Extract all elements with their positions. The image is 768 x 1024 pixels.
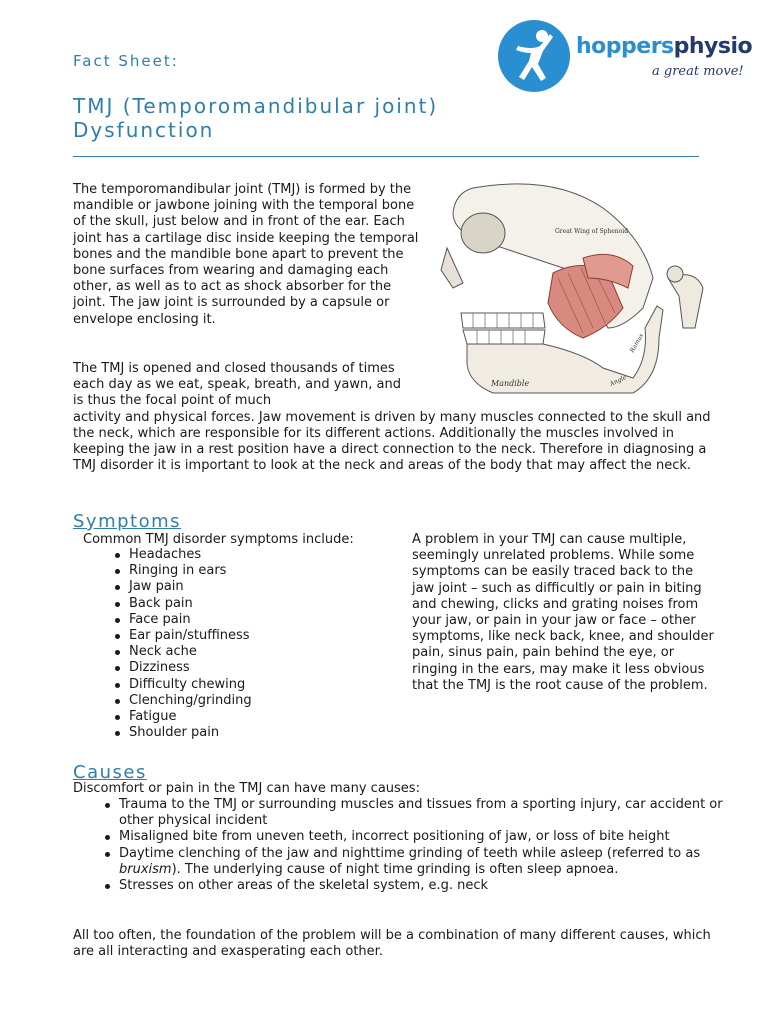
symptom-item: Jaw pain	[129, 579, 409, 595]
causes-list	[99, 797, 729, 894]
cause-item-text-start: Daytime clenching of the jaw and nighttime grinding of teeth while asleep (referred to as	[119, 845, 701, 861]
fact-sheet-label: Fact Sheet:	[73, 52, 179, 70]
running-person-icon	[498, 20, 570, 92]
label-great-wing: Great Wing of Sphenoid	[555, 228, 629, 235]
title-line-2: Dysfunction	[73, 118, 215, 142]
causes-closing-paragraph: All too often, the foundation of the problem will be a combination of many different causes, which are all interacting and exasperating each other.	[73, 928, 711, 960]
symptom-item: Ringing in ears	[129, 563, 409, 579]
cause-item-text-end: ). The underlying cause of night time grinding is often sleep apnoea.	[171, 861, 619, 877]
symptom-item: Clenching/grinding	[129, 693, 409, 709]
causes-heading: Causes	[73, 762, 147, 783]
causes-intro: Discomfort or pain in the TMJ can have many causes:	[73, 781, 420, 796]
logo-wordmark	[576, 34, 752, 59]
intro-paragraph-2-start: The TMJ is opened and closed thousands of times each day as we eat, speak, breath, and yawn, and is thus the focal point of much	[73, 361, 401, 409]
symptom-item: Fatigue	[129, 709, 409, 725]
label-angle: Angle	[608, 374, 628, 388]
hoppersphysio-logo	[498, 18, 753, 98]
label-ramus: Ramus	[628, 332, 646, 354]
symptoms-intro: Common TMJ disorder symptoms include:	[83, 532, 354, 547]
skull-illustration	[433, 178, 715, 400]
symptoms-side-paragraph: A problem in your TMJ can cause multiple, seemingly unrelated problems. While some symptoms can be easily traced back to the jaw joint – such as difficultly or pain in biting and chewing, clicks and grating noises from your jaw, or pain in your jaw or face – other symptoms, like neck back, knee, and shoulder pain, sinus pain, pain behind the eye, or ringing in the ears, may make it less obvious that the TMJ is the root cause of the problem.	[412, 532, 714, 693]
logo-word-part2: physio	[673, 34, 753, 59]
cause-item-emphasis: bruxism	[119, 861, 172, 877]
symptom-item: Back pain	[129, 596, 409, 612]
symptom-item: Difficulty chewing	[129, 677, 409, 693]
cause-item	[119, 846, 729, 878]
symptom-item: Face pain	[129, 612, 409, 628]
cause-item: Trauma to the TMJ or surrounding muscles and tissues from a sporting injury, car accident or other physical incident	[119, 797, 729, 829]
label-mandible: Mandible	[491, 379, 530, 388]
symptom-item: Neck ache	[129, 644, 409, 660]
page-title	[73, 94, 503, 142]
logo-tagline: a great move!	[652, 64, 744, 79]
cause-item: Stresses on other areas of the skeletal system, e.g. neck	[119, 878, 729, 894]
title-line-1: TMJ (Temporomandibular joint)	[73, 94, 439, 118]
symptoms-heading: Symptoms	[73, 511, 182, 532]
intro-paragraph-2-rest: activity and physical forces. Jaw movement is driven by many muscles connected to the skull and the neck, which are responsible for its different actions. Additionally the muscles involved in keeping the jaw in a rest position have a direct connection to the neck. Therefore in diagnosing a TMJ disorder it is important to look at the neck and areas of the body that may affect the neck.	[73, 409, 711, 474]
symptom-item: Dizziness	[129, 660, 409, 676]
symptoms-list	[109, 547, 409, 741]
intro-paragraph-1: The temporomandibular joint (TMJ) is formed by the mandible or jawbone joining with the temporal bone of the skull, just below and in front of the ear. Each joint has a cartilage disc inside keeping the temporal bones and the mandible bone apart to prevent the bone surfaces from wearing and damaging each other, as well as to act as shock absorber for the joint. The jaw joint is surrounded by a capsule or envelope enclosing it.	[73, 182, 419, 327]
symptom-item: Shoulder pain	[129, 725, 409, 741]
title-divider	[73, 156, 699, 157]
cause-item: Misaligned bite from uneven teeth, incorrect positioning of jaw, or loss of bite height	[119, 829, 729, 845]
symptom-item: Ear pain/stuffiness	[129, 628, 409, 644]
symptom-item: Headaches	[129, 547, 409, 563]
logo-word-part1: hoppers	[576, 34, 674, 59]
